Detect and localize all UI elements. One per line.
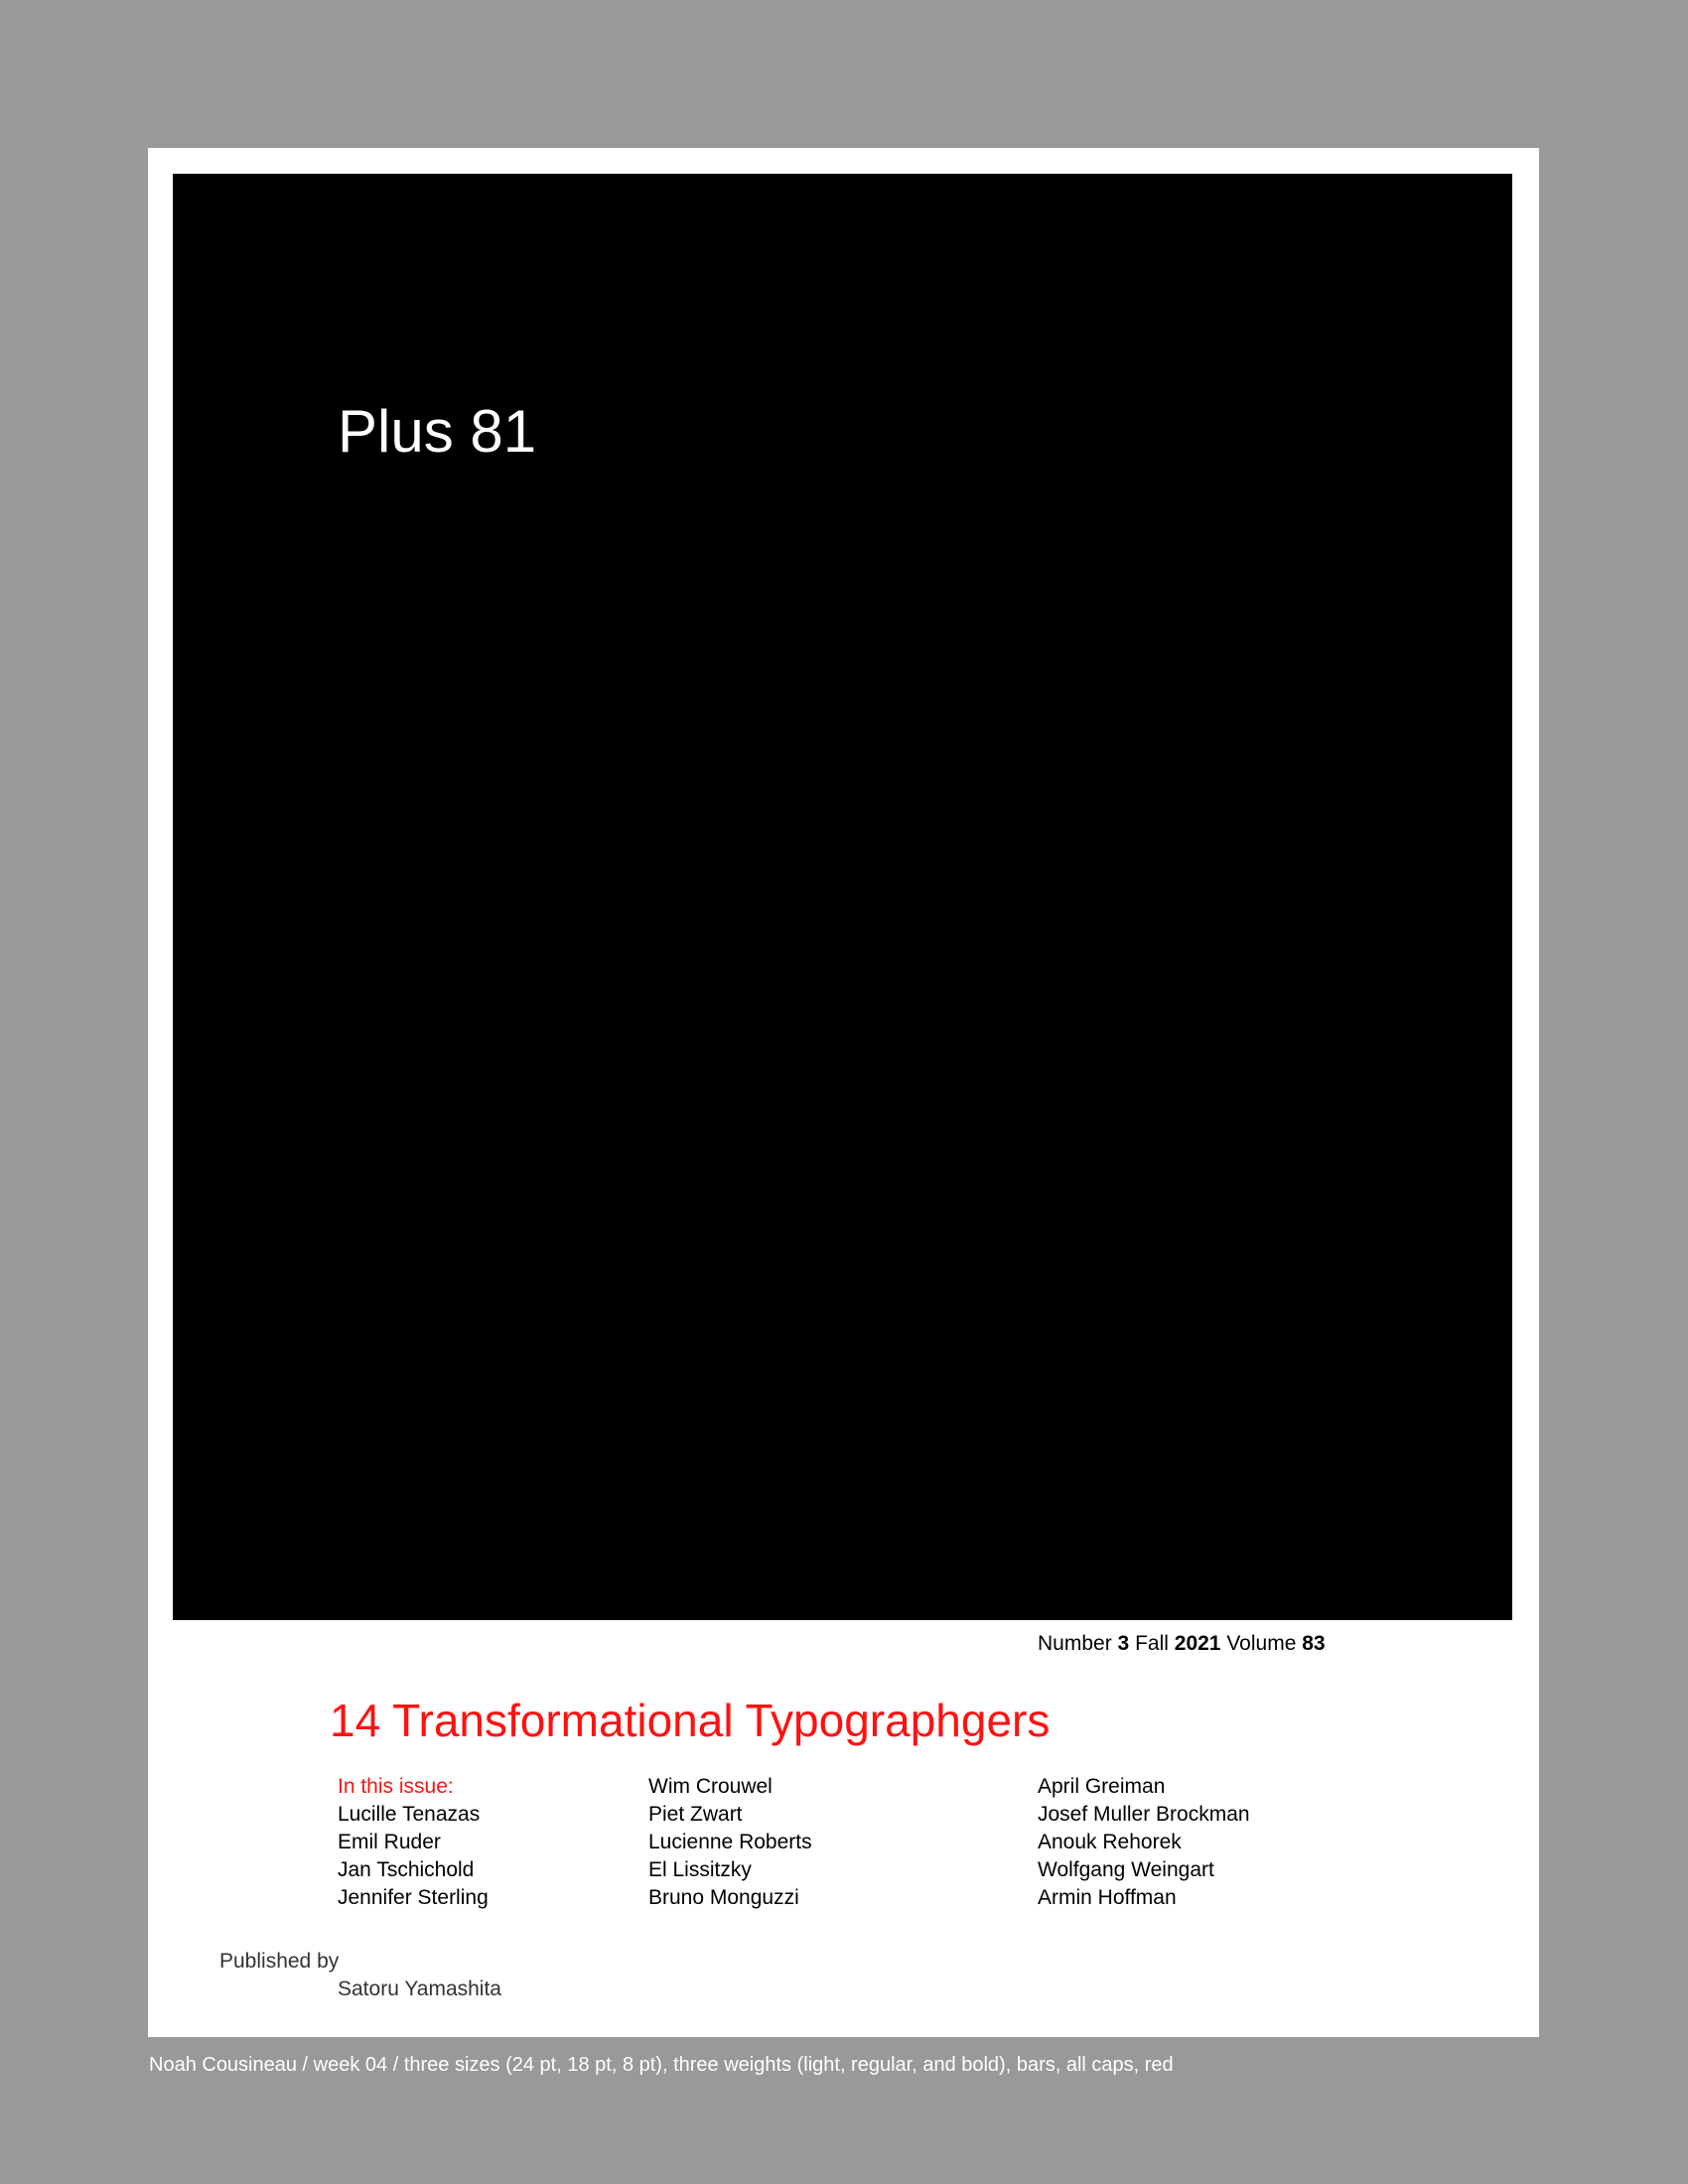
contributor-name: Josef Muller Brockman (1038, 1803, 1250, 1826)
issue-number: 3 (1117, 1632, 1130, 1655)
contributor-name: Piet Zwart (648, 1803, 743, 1826)
masthead-title: Plus 81 (338, 398, 537, 465)
contributor-name: Bruno Monguzzi (648, 1886, 799, 1909)
issue-number-label: Number (1038, 1632, 1112, 1655)
contributor-name: Wolfgang Weingart (1038, 1858, 1214, 1881)
issue-volume-label: Volume (1226, 1632, 1297, 1655)
contributor-name: Lucille Tenazas (338, 1803, 481, 1826)
contributor-name: Lucienne Roberts (648, 1831, 812, 1853)
assignment-caption: Noah Cousineau / week 04 / three sizes (24 pt, 18 pt, 8 pt), three weights (light, regular, and bold), bars, all caps, red (149, 2054, 1174, 2076)
cover-image-panel (173, 174, 1512, 1620)
contributors-column-2 (648, 1773, 812, 1912)
contributor-name: Anouk Rehorek (1038, 1831, 1182, 1853)
issue-season: Fall (1135, 1632, 1169, 1655)
issue-year: 2021 (1174, 1632, 1221, 1655)
contributors-column-3 (1038, 1773, 1250, 1912)
contributor-name: Jan Tschichold (338, 1858, 475, 1881)
contributor-name: El Lissitzky (648, 1858, 752, 1881)
contributor-name: Emil Ruder (338, 1831, 441, 1853)
contributors-column-1 (338, 1773, 489, 1912)
magazine-cover (148, 148, 1539, 2037)
contributor-name: April Greiman (1038, 1775, 1166, 1798)
published-by-label: Published by (219, 1950, 340, 1973)
publisher-name: Satoru Yamashita (338, 1978, 501, 2000)
cover-headline: 14 Transformational Typographgers (330, 1695, 1051, 1746)
issue-volume: 83 (1302, 1632, 1326, 1655)
in-this-issue-label: In this issue: (338, 1775, 454, 1798)
contributor-name: Jennifer Sterling (338, 1886, 489, 1909)
contributor-name: Wim Crouwel (648, 1775, 773, 1798)
contributor-name: Armin Hoffman (1038, 1886, 1177, 1909)
issue-info (1038, 1631, 1326, 1656)
